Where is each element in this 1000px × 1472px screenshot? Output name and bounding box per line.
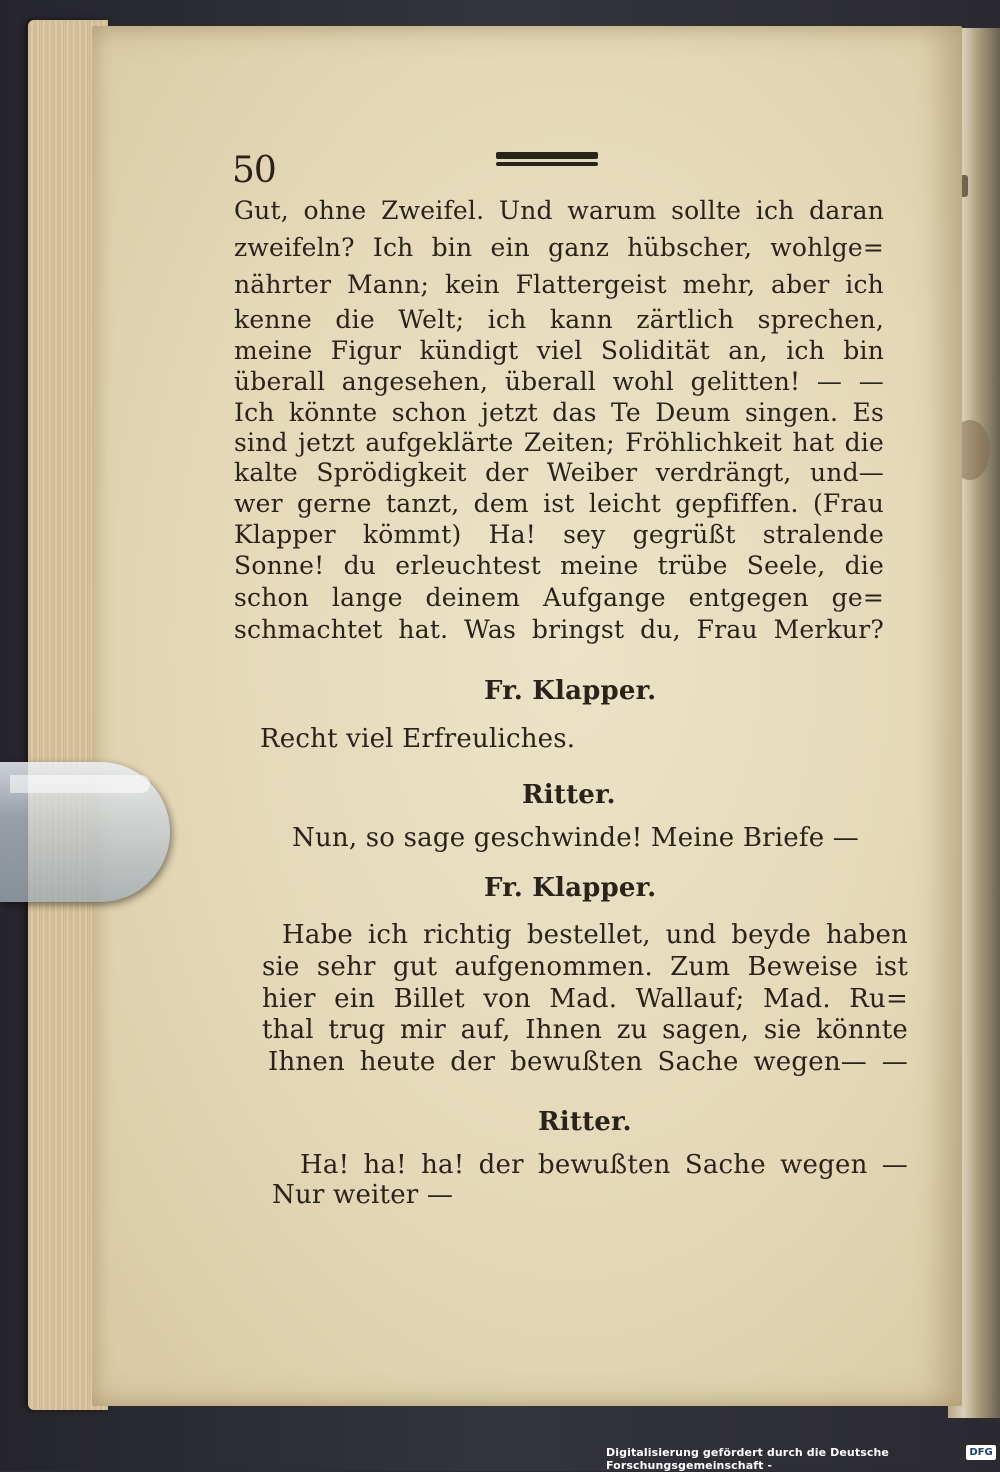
text-line: Ich könnte schon jetzt das Te Deum singen. Es (234, 398, 884, 427)
dialogue-line: Nur weiter — (272, 1180, 454, 1210)
text-line: schmachtet hat. Was bringst du, Frau Merkur? (234, 615, 884, 644)
header-rule (496, 152, 598, 168)
text-line: zweifeln? Ich bin ein ganz hübscher, wohlge= (234, 233, 884, 262)
dialogue-line: hier ein Billet von Mad. Wallauf; Mad. Ru= (262, 984, 908, 1014)
speaker-name: Fr. Klapper. (484, 676, 657, 706)
text-line: sind jetzt aufgeklärte Zeiten; Fröhlichkeit hat die (234, 428, 884, 457)
text-line: überall angesehen, überall wohl gelitten! — — (234, 367, 884, 396)
digitization-credit: Digitalisierung gefördert durch die Deutsche Forschungsgemeinschaft - (606, 1446, 889, 1472)
dialogue-line: Ihnen heute der bewußten Sache wegen— — (268, 1047, 908, 1077)
text-line: kalte Sprödigkeit der Weiber verdrängt, und— (234, 458, 884, 487)
dialogue-line: thal trug mir auf, Ihnen zu sagen, sie könnte (262, 1015, 908, 1045)
text-line: Sonne! du erleuchtest meine trübe Seele, die (234, 551, 884, 580)
speaker-name: Fr. Klapper. (484, 873, 657, 903)
dfg-logo: DFG (966, 1445, 996, 1460)
dialogue-line: Nun, so sage geschwinde! Meine Briefe — (292, 823, 859, 853)
text-line: kenne die Welt; ich kann zärtlich sprechen, (234, 305, 884, 334)
dialogue-line: Habe ich richtig bestellet, und beyde haben (282, 920, 908, 950)
text-line: nährter Mann; kein Flattergeist mehr, aber ich (234, 270, 884, 299)
page-clip-highlight (10, 775, 150, 793)
speaker-name: Ritter. (538, 1107, 632, 1137)
text-line: Gut, ohne Zweifel. Und warum sollte ich daran (234, 196, 884, 225)
text-line: schon lange deinem Aufgange entgegen ge= (234, 583, 884, 612)
text-line: wer gerne tanzt, dem ist leicht gepfiffen. (Frau (234, 489, 884, 518)
speaker-name: Ritter. (522, 780, 616, 810)
text-line: meine Figur kündigt viel Solidität an, ich bin (234, 336, 884, 365)
dialogue-line: Ha! ha! ha! der bewußten Sache wegen — (300, 1150, 908, 1180)
dialogue-line: sie sehr gut aufgenommen. Zum Beweise ist (262, 952, 908, 982)
dialogue-line: Recht viel Erfreuliches. (260, 724, 576, 754)
page-number: 50 (232, 150, 276, 191)
text-line: Klapper kömmt) Ha! sey gegrüßt stralende (234, 520, 884, 549)
